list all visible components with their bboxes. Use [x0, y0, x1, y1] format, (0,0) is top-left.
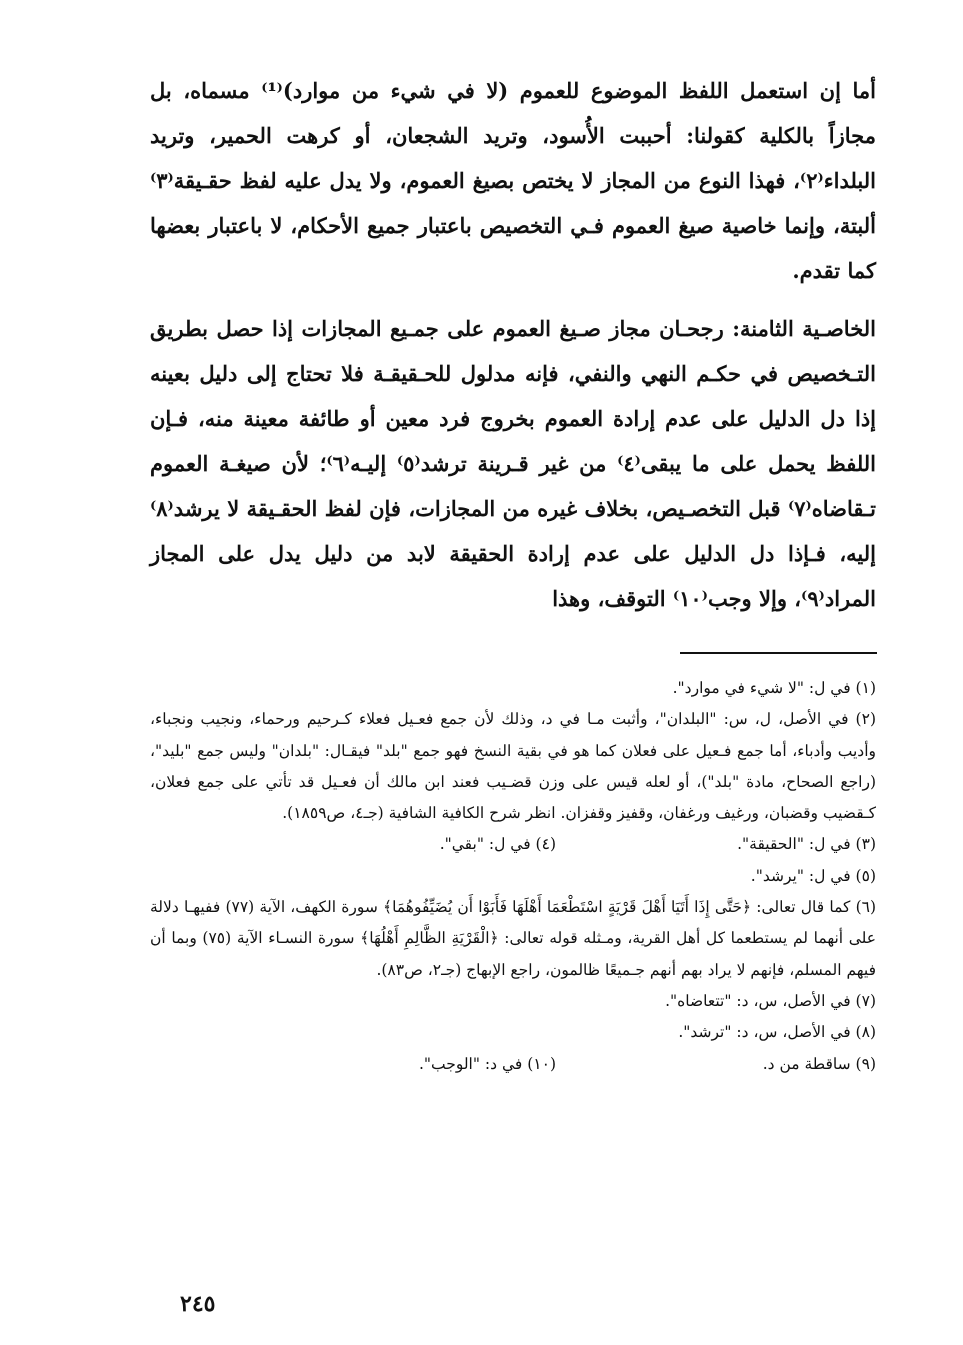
footnote-10: (١٠) في د: "الوجب". [418, 1054, 556, 1073]
footnote-4: (٤) في ل: "بقي". [439, 835, 556, 854]
footnote-8: (٨) في الأصل، س، د: "ترشد". [678, 1023, 876, 1042]
footnote-3: (٣) في ل: "الحقيقة". [737, 835, 876, 854]
main-paragraph-2: الخاصـية الثامنة: رجحـان مجاز صـيغ العموم على جمـيع المجازات إذا حصل بطريق التـخصيص في حكـم النهي والنفي، فإنه مدلول للحـقيقـة فلا تحتاج إلى دليل بعينه إذا دل الدليل على عدم إرادة العموم بخروج فرد معين أو طائفة معينة منه، فـإن اللفظ يحمل على ما يبقى⁽٤⁾ من غير قـرينة ترشد⁽٥⁾ إليـه⁽٦⁾؛ لأن صيغـة العموم تـقاضاه⁽٧⁾ قبل التخصـيص، بخلاف غيره من المجازات، فإن لفظ الحقـيقة لا يرشد⁽٨⁾ إليه، فـإذا دل الدليل على عدم إرادة الحقيقة لابد من دليل يدل على المجاز المراد⁽٩⁾، وإلا وجب⁽١٠⁾ التوقف، وهذا [150, 316, 877, 611]
footnote-5: (٥) في ل: "يرشد". [750, 866, 876, 885]
footnotes-block [150, 673, 876, 1080]
footnote-row-9-10 [150, 1049, 876, 1080]
footnote-row-3-4 [150, 829, 876, 860]
footnote-9: (٩) ساقطة من د. [762, 1054, 876, 1073]
footnote-separator [680, 652, 877, 654]
footnote-1: (١) في ل: "لا شيء في موارد". [672, 679, 876, 697]
footnote-7: (٧) في الأصل، س، د: "تتعاضاه". [665, 991, 876, 1010]
page-number: ٢٤٥ [180, 1291, 216, 1317]
main-text-block [150, 68, 876, 621]
footnote-2: (٢) في الأصل، ل، س: "البلدان"، وأثبت مـا في د، وذلك لأن جمع فعـيل فعلاء كـرحيم ورحماء، ونجيب ونجباء، وأديب وأدباء، أما جمع فـعيل على فعلان كما هو في بقية النسخ فهو جمع "بلد" فيقـال: "بلدان" وليس جمع "بليد"، (راجع الصحاح، مادة "بلد")، أو لعله قيس على وزن قضـيب فعند ابن مالك أن فعـيل قد تأتي على جمع فعلان، كـقضيب وقضبان، ورغيف ورغفان، وقفيز وقفزان. انظر شرح الكافية الشافية (جـ٤، ص١٨٥٩). [150, 710, 876, 823]
footnote-6: (٦) كما قال تعالى: ﴿حَتَّى إِذَا أَتَيَا أَهْلَ قَرْيَةٍ اسْتَطْعَمَا أَهْلَهَا فَأَبَوْا أَن يُضَيِّفُوهُمَا﴾ سورة الكهف، الآية (٧٧) ففيهـا دلالة على أنهما لم يستطعما كل أهل القرية، ومـثله قوله تعالى: ﴿الْقَرْيَةِ الظَّالِمِ أَهْلُهَا﴾ سورة النسـاء الآية (٧٥) وبما أن فيهم المسلم، فإنهم لا يراد بهم أنهم جـميعًا ظالمون، راجع الإبهاج (جـ٢، ص٨٣). [150, 898, 877, 979]
main-paragraph-1: أما إن استعمل اللفظ الموضوع للعموم (لا في شيء من موارد)⁽¹⁾ مسماه، بل مجازاً بالكلية كقولنا: أحببت الأُسود، وتريد الشجعان، أو كرهت الحمير، وتريد البلداء⁽٢⁾، فهذا النوع من المجاز لا يختص بصيغ العموم، ولا يدل عليه لفظ حقـيقة⁽٣⁾ ألبتة، وإنما خاصية صيغ العموم فـي التخصيص باعتبار جميع الأحكام، لا باعتبار بعضها كما تقدم. [150, 78, 876, 283]
